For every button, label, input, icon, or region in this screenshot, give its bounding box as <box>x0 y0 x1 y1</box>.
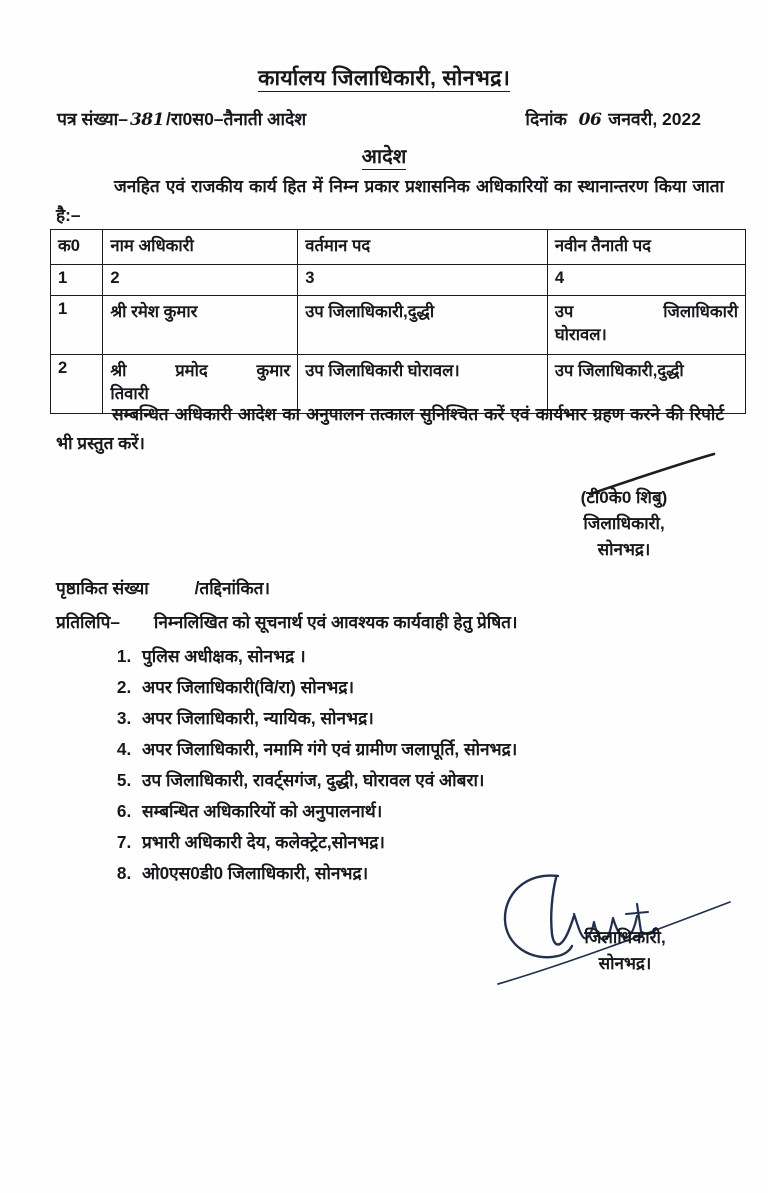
row2-name-c: कुमार <box>256 361 291 380</box>
row1-current-post: उप जिलाधिकारी,दुद्धी <box>298 296 548 355</box>
colnum-3: 3 <box>298 265 548 296</box>
office-title <box>0 63 768 92</box>
row1-new-post-b: जिलाधिकारी <box>663 302 738 321</box>
table-column-number-row <box>51 265 746 296</box>
date-label: दिनांक <box>525 109 567 129</box>
list-item: 1. पुलिस अधीक्षक, सोनभद्र । <box>136 641 756 672</box>
endorsement-copy-line <box>56 611 736 634</box>
endorsement-number-suffix: /तद्दिनांकित। <box>194 578 270 598</box>
letter-number-value: 381 <box>129 110 164 130</box>
copy-distribution-list <box>104 641 756 889</box>
row2-new-post: उप जिलाधिकारी,दुद्धी <box>547 355 745 414</box>
transfer-table <box>50 229 746 414</box>
signatory-district: सोनभद्र। <box>597 540 651 559</box>
row1-new-post-a: उप <box>554 302 574 321</box>
row1-name-text: श्री रमेश कुमार <box>110 302 198 321</box>
bottom-signatory-district: सोनभद्र। <box>598 954 652 973</box>
row1-new-post-line2: घोरावल। <box>554 325 607 344</box>
header-cell-sn: क0 <box>51 230 103 265</box>
list-item: 8. ओ0एस0डी0 जिलाधिकारी, सोनभद्र। <box>136 858 756 889</box>
date-rest: जनवरी, 2022 <box>608 109 701 129</box>
endorsement-copy-text: निम्नलिखित को सूचनार्थ एवं आवश्यक कार्यवाही हेतु प्रेषित। <box>153 612 518 632</box>
row2-name-line2: तिवारी <box>110 384 149 403</box>
row1-name <box>103 296 298 355</box>
endorsement-copy-label: प्रतिलिपि– <box>56 612 120 632</box>
row2-name-a: श्री <box>110 361 127 380</box>
endorsement-number-line <box>56 577 736 600</box>
bottom-signatory-designation: जिलाधिकारी, <box>584 928 666 947</box>
row1-sn: 1 <box>51 296 103 355</box>
letter-number-suffix: /रा0स0–तैनाती आदेश <box>165 109 307 129</box>
letter-meta-line <box>57 107 717 131</box>
intro-paragraph: जनहित एवं राजकीय कार्य हित में निम्न प्रकार प्रशासनिक अधिकारियों का स्थानान्तरण किया जाता है:– <box>56 176 724 225</box>
row1-new-post <box>547 296 745 355</box>
row2-current-post: उप जिलाधिकारी घोरावल। <box>298 355 548 414</box>
letter-date <box>525 107 717 131</box>
order-heading-text: आदेश <box>361 146 407 168</box>
header-cell-current: वर्तमान पद <box>298 230 548 265</box>
table-header-row <box>51 230 746 265</box>
compliance-paragraph: सम्बन्धित अधिकारी आदेश का अनुपालन तत्काल सुनिश्चित करें एवं कार्यभार ग्रहण करने की रिपोर्ट भी प्रस्तुत करें। <box>56 404 724 453</box>
signatory-name: (टी0के0 शिबु) <box>580 488 668 507</box>
endorsement-number-label: पृष्ठाकित संख्या <box>56 578 149 598</box>
list-item: 5. उप जिलाधिकारी, रावर्ट्सगंज, दुद्धी, घोरावल एवं ओबरा। <box>136 765 756 796</box>
letter-number <box>57 107 306 131</box>
table-row <box>51 296 746 355</box>
list-item: 4. अपर जिलाधिकारी, नमामि गंगे एवं ग्रामीण जलापूर्ति, सोनभद्र। <box>136 734 756 765</box>
order-heading <box>0 142 768 169</box>
signatory-designation: जिलाधिकारी, <box>583 514 665 533</box>
letter-number-label: पत्र संख्या– <box>57 109 128 129</box>
colnum-2: 2 <box>103 265 298 296</box>
signature-block-top <box>524 485 724 563</box>
list-item: 7. प्रभारी अधिकारी देय, कलेक्ट्रेट,सोनभद्र। <box>136 827 756 858</box>
list-item: 2. अपर जिलाधिकारी(वि/रा) सोनभद्र। <box>136 672 756 703</box>
date-day-handwritten: 06 <box>578 110 602 130</box>
signature-block-bottom <box>520 925 730 977</box>
colnum-1: 1 <box>51 265 103 296</box>
row2-sn: 2 <box>51 355 103 414</box>
office-title-text: कार्यालय जिलाधिकारी, सोनभद्र। <box>257 66 511 90</box>
list-item: 3. अपर जिलाधिकारी, न्यायिक, सोनभद्र। <box>136 703 756 734</box>
header-cell-name: नाम अधिकारी <box>103 230 298 265</box>
colnum-4: 4 <box>547 265 745 296</box>
header-cell-new: नवीन तैनाती पद <box>547 230 745 265</box>
list-item: 6. सम्बन्धित अधिकारियों को अनुपालनार्थ। <box>136 796 756 827</box>
row2-name-b: प्रमोद <box>175 361 208 380</box>
